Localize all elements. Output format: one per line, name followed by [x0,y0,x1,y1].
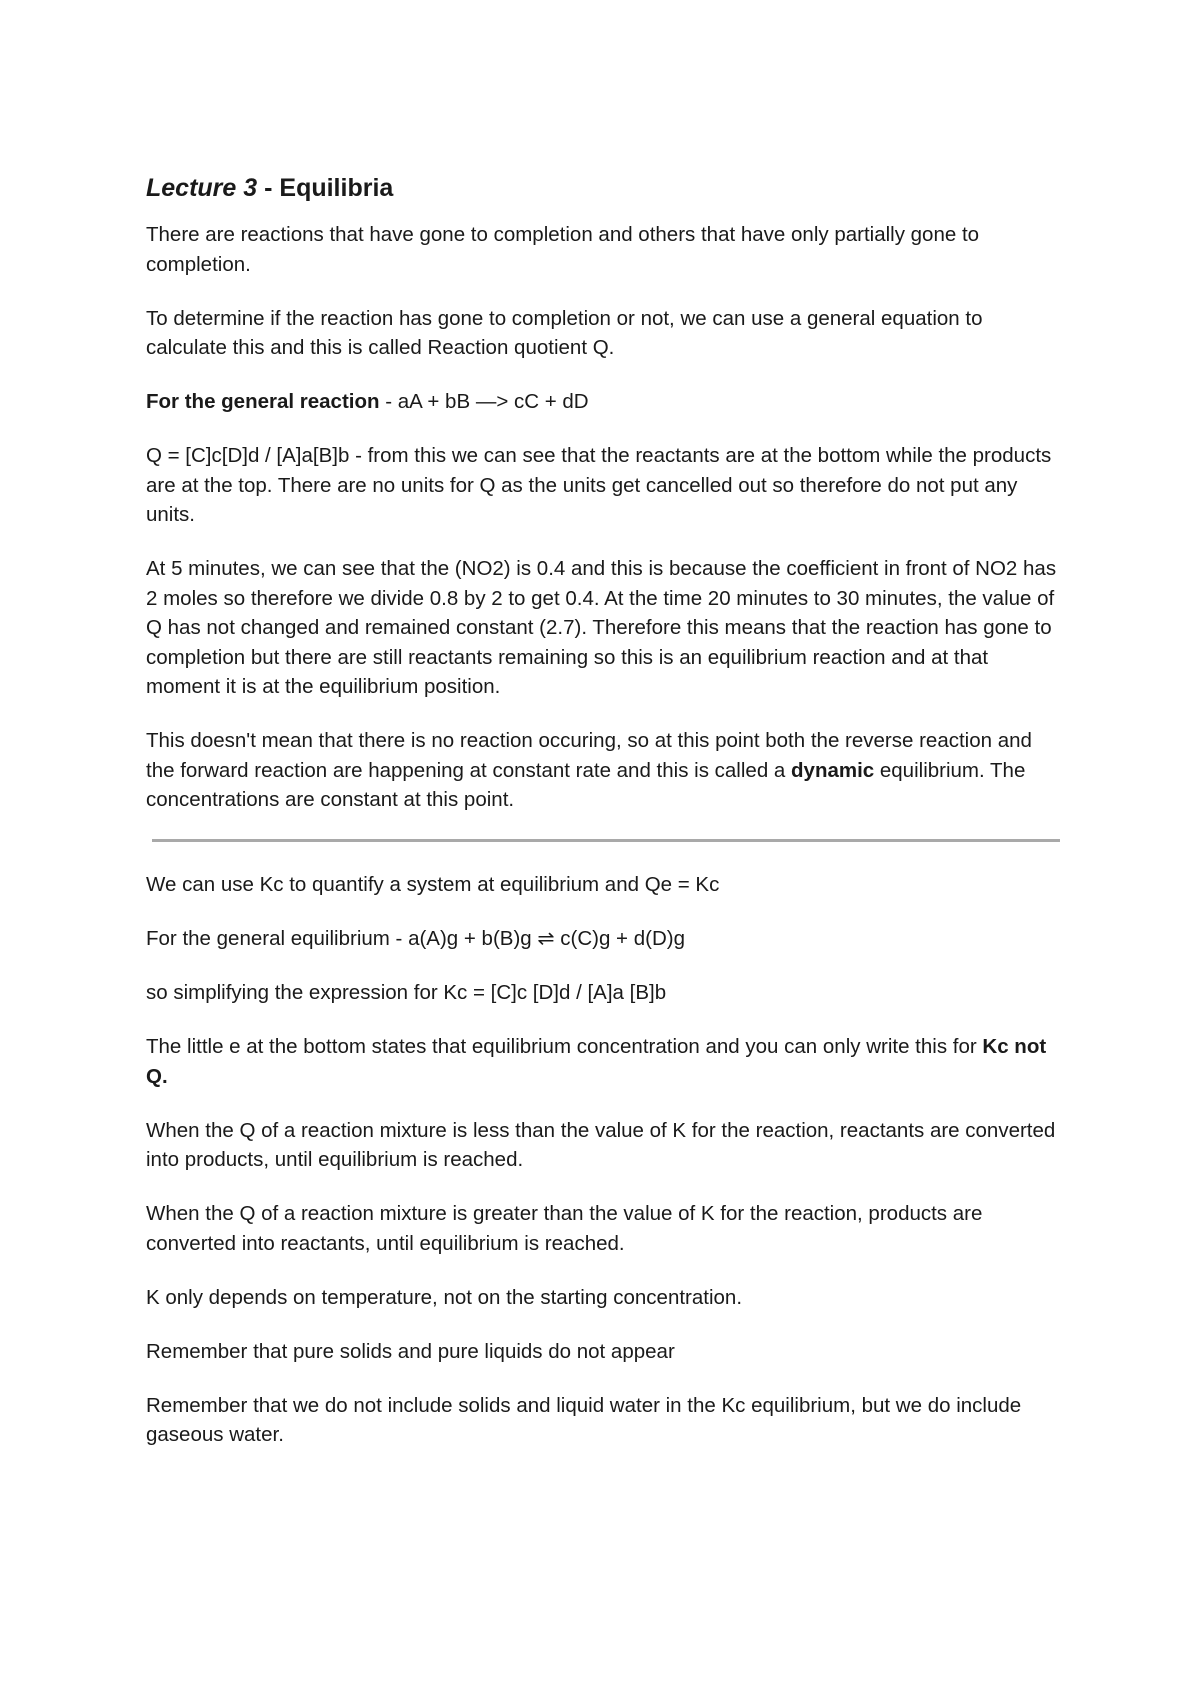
little-e-text: The little e at the bottom states that equilibrium concentration and you can only write this for [146,1035,983,1058]
dynamic-text-start: This doesn't mean that there is no reaction occuring, so at this point both the reverse reaction and the forward reaction are happening at constant rate and this is called a [146,729,1032,782]
general-reaction-equation: - aA + bB —> cC + dD [379,390,589,413]
title-lecture-number: Lecture 3 [146,174,258,202]
paragraph-kc-intro: We can use Kc to quantify a system at equilibrium and Qe = Kc [146,873,720,896]
paragraph-pure-solids: Remember that pure solids and pure liquids do not appear [146,1339,675,1363]
document-page [146,170,1066,1474]
paragraph-q-less-than-k: When the Q of a reaction mixture is less than the value of K for the reaction, reactants are converted into products, until equilibrium is reached. [146,1118,1056,1171]
paragraph-kc-expression: so simplifying the expression for Kc = [C]c [D]d / [A]a [B]b [146,981,667,1004]
paragraph-general-reaction [146,387,1066,417]
section-divider [152,839,1060,842]
paragraph-k-temperature: K only depends on temperature, not on the starting concentration. [146,1285,743,1309]
paragraph-completion: There are reactions that have gone to completion and others that have only partially gone to completion. [146,223,980,276]
paragraph-q-greater-than-k: When the Q of a reaction mixture is greater than the value of K for the reaction, products are converted into reactants, until equilibrium is reached. [146,1202,983,1255]
paragraph-q-expression: Q = [C]c[D]d / [A]a[B]b - from this we can see that the reactants are at the bottom while the products are at the top. There are no units for Q as the units get cancelled out so therefore do not put any units. [146,444,1052,526]
general-reaction-label: For the general reaction [146,390,380,413]
paragraph-little-e [146,1032,1066,1091]
page-title [146,170,1066,206]
title-topic: - Equilibria [257,174,394,202]
dynamic-keyword: dynamic [791,758,875,782]
paragraph-general-equilibrium: For the general equilibrium - a(A)g + b(B)g ⇌ c(C)g + d(D)g [146,927,685,950]
paragraph-dynamic-equilibrium [146,726,1066,815]
paragraph-no2-example: At 5 minutes, we can see that the (NO2) is 0.4 and this is because the coefficient in front of NO2 has 2 moles so therefore we divide 0.8 by 2 to get 0.4. At the time 20 minutes to 30 minutes, the value of Q has not changed and remained constant (2.7). Therefore this means that the reaction has gone to completion but there are still reactants remaining so this is an equilibrium reaction and at that moment it is at the equilibrium position. [146,557,1057,698]
dynamic-text-end: equilibrium. The concentrations are constant at this point. [146,758,1026,811]
paragraph-gaseous-water: Remember that we do not include solids and liquid water in the Kc equilibrium, but we do include gaseous water. [146,1393,1022,1446]
kc-not-q: Kc not Q. [146,1035,1047,1088]
paragraph-reaction-quotient: To determine if the reaction has gone to completion or not, we can use a general equation to calculate this and this is called Reaction quotient Q. [146,306,983,359]
